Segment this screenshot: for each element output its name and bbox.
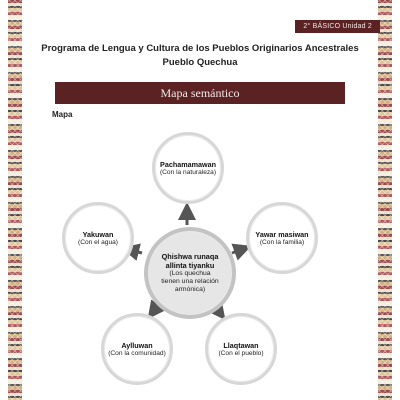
- node-bottom-right-sub: (Con el pueblo): [218, 349, 264, 357]
- node-bottom-left-name: Aylluwan: [121, 340, 153, 350]
- center-sub-line-3: armónica): [174, 286, 206, 293]
- node-bottom-left-sub: (Con la comunidad): [108, 349, 166, 357]
- grade-unit-badge: 2° BÁSICO Unidad 2: [295, 20, 380, 33]
- node-right-name: Yawar masiwan: [255, 229, 309, 239]
- title-line-2: Pueblo Quechua: [162, 57, 238, 68]
- node-bottom-left: [101, 313, 173, 385]
- title-line-1: Programa de Lengua y Cultura de los Pueblos Originarios Ancestrales: [41, 43, 359, 54]
- node-right-sub: (Con la familia): [259, 238, 305, 246]
- center-sub-line-1: (Los quechua: [169, 270, 211, 277]
- center-sub-line-2: tienen una relación: [161, 278, 219, 285]
- node-center: [144, 227, 236, 319]
- center-name-line-1: Qhishwa runaqa: [161, 252, 219, 261]
- node-left-sub: (Con el agua): [78, 238, 118, 246]
- node-bottom-right: [205, 313, 277, 385]
- section-banner: Mapa semántico: [55, 82, 345, 104]
- node-right: [246, 202, 318, 274]
- arrow-to-left: [130, 250, 142, 253]
- center-name-line-2: allinta tiyanku: [165, 261, 215, 270]
- section-label: Mapa: [52, 110, 73, 119]
- node-top-sub: (Con la naturaleza): [159, 168, 217, 176]
- node-bottom-right-name: Llaqtawan: [223, 340, 259, 350]
- node-top: [152, 132, 224, 204]
- node-top-name: Pachamamawan: [160, 159, 216, 169]
- arrow-to-right: [232, 249, 243, 253]
- node-left: [62, 202, 134, 274]
- node-left-name: Yakuwan: [82, 229, 114, 239]
